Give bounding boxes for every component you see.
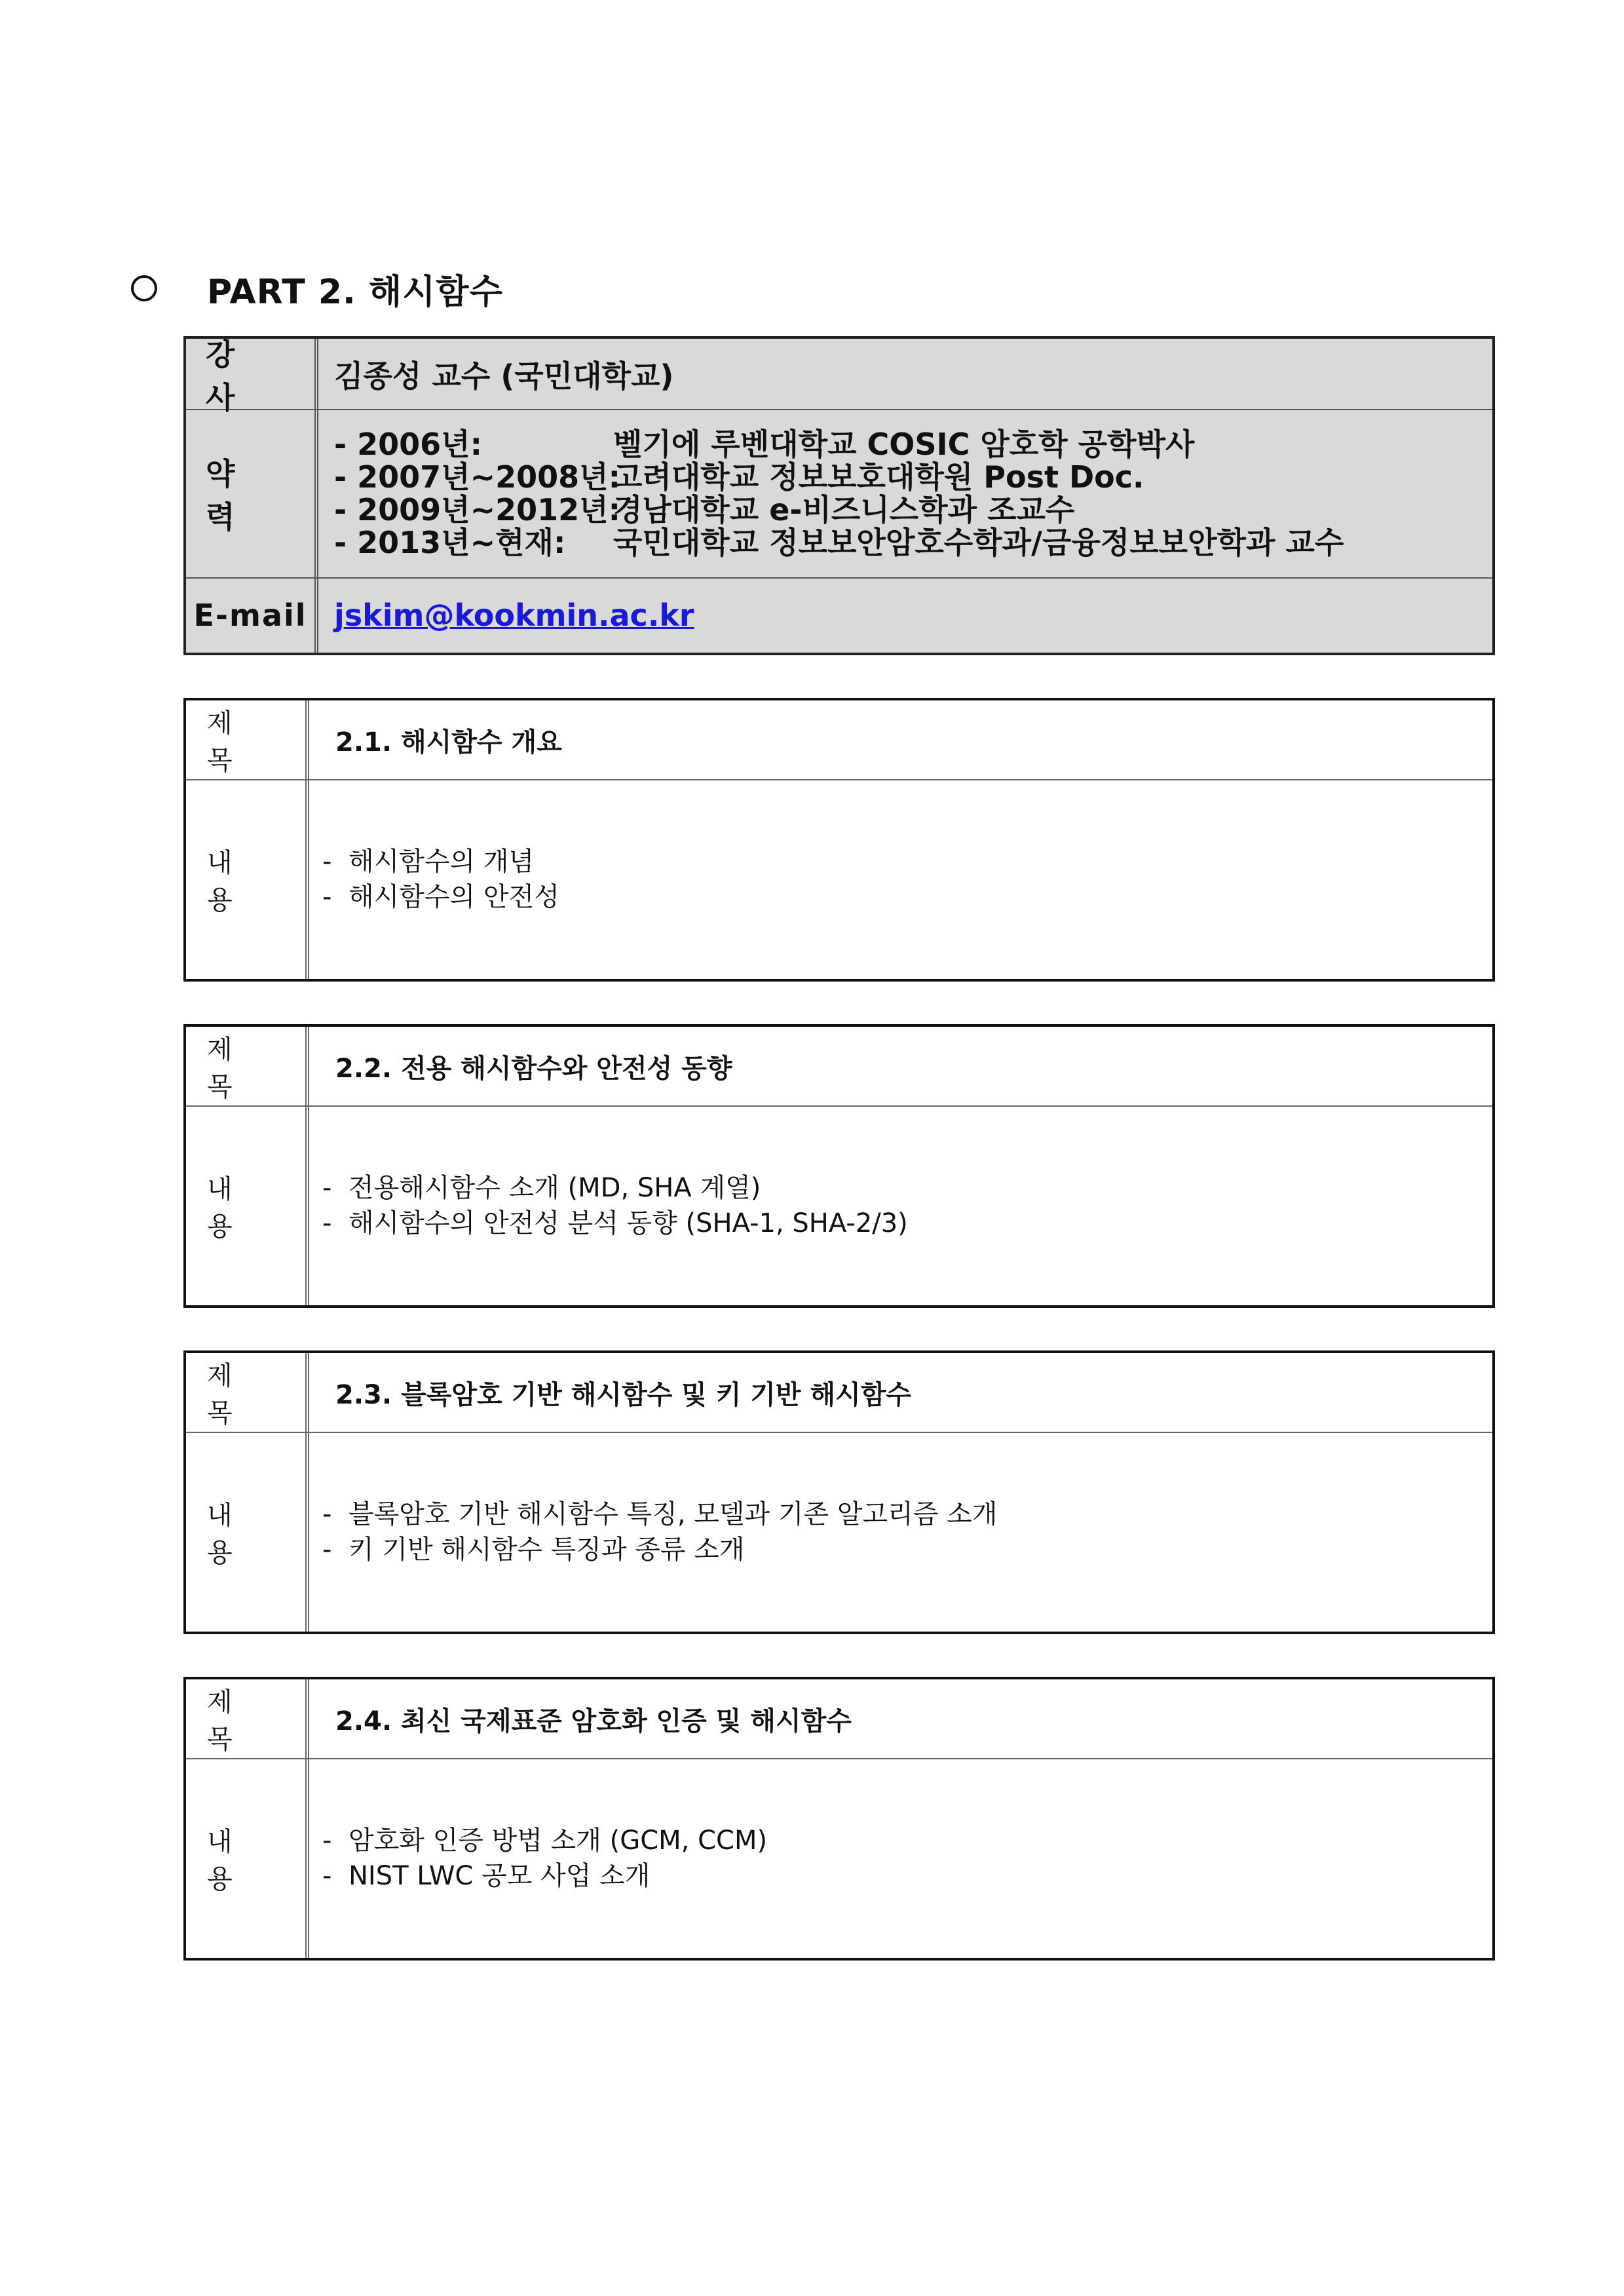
list-item: - 블록암호 기반 해시함수 특징, 모델과 기존 알고리즘 소개 [322,1499,998,1529]
lecture-title: 2.4. 최신 국제표준 암호화 인증 및 해시함수 [335,1706,852,1736]
career-description: 벨기에 루벤대학교 COSIC 암호학 공학박사 [613,426,1195,462]
lecture-title: 2.1. 해시함수 개요 [335,727,562,757]
lecture-title-row [186,1027,1492,1107]
lecture-title: 2.3. 블록암호 기반 해시함수 및 키 기반 해시함수 [335,1379,912,1410]
lecture-title-label: 제 목 [186,1679,309,1758]
career-item [334,461,1492,493]
career-description: 고려대학교 정보보호대학원 Post Doc. [613,459,1144,495]
page-heading [131,262,503,315]
list-item: - 해시함수의 안전성 [322,881,559,912]
instructor-career-row [186,409,1492,579]
lecture-content-row [186,1105,1492,1305]
email-link[interactable]: jskim@kookmin.ac.kr [334,597,694,633]
lecture-content-label: 내 용 [186,1758,309,1958]
instructor-name-row [186,336,1492,415]
circle-bullet-icon [131,275,157,301]
lecture-content-list [309,779,1492,979]
career-period: - 2007년~2008년: [334,459,620,495]
instructor-info-table [183,336,1495,655]
lecture-title-row [186,700,1492,780]
career-list [318,409,1492,577]
lecture-box-4 [183,1677,1495,1961]
lecture-title-row [186,1353,1492,1433]
instructor-name-value: 김종성 교수 (국민대학교) [334,358,674,394]
lecture-title: 2.2. 전용 해시함수와 안전성 동향 [335,1053,732,1084]
lecture-content-label: 내 용 [186,1432,309,1632]
page-title: PART 2. 해시함수 [207,272,503,312]
lecture-content-row [186,1758,1492,1958]
career-period: - 2013년~현재: [334,524,566,560]
career-description: 경남대학교 e-비즈니스학과 조교수 [613,491,1075,527]
lecture-content-list [309,1432,1492,1632]
list-item: - 전용해시함수 소개 (MD, SHA 계열) [322,1172,761,1203]
lecture-box-2 [183,1024,1495,1308]
instructor-email-label: E-mail [186,577,318,653]
lecture-content-list [309,1105,1492,1305]
list-item: - NIST LWC 공모 사업 소개 [322,1860,651,1891]
lecture-content-label: 내 용 [186,1105,309,1305]
lecture-content-row [186,779,1492,979]
career-period: - 2006년: [334,426,482,462]
list-item: - 해시함수의 안전성 분석 동향 (SHA-1, SHA-2/3) [322,1208,908,1238]
list-item: - 해시함수의 개념 [322,846,535,877]
lecture-box-1 [183,698,1495,982]
instructor-email-row [186,577,1492,653]
lecture-title-label: 제 목 [186,1027,309,1105]
lecture-title-label: 제 목 [186,1353,309,1432]
instructor-career-label: 약 력 [186,409,318,577]
lecture-box-3 [183,1350,1495,1634]
career-period: - 2009년~2012년: [334,491,620,527]
list-item: - 키 기반 해시함수 특징과 종류 소개 [322,1534,745,1565]
career-item [334,428,1492,461]
lecture-title-label: 제 목 [186,700,309,779]
lecture-content-label: 내 용 [186,779,309,979]
lecture-title-row [186,1679,1492,1759]
instructor-email-cell [318,577,1492,653]
career-item [334,526,1492,559]
lecture-content-row [186,1432,1492,1632]
instructor-name-label: 강 사 [186,339,318,409]
list-item: - 암호화 인증 방법 소개 (GCM, CCM) [322,1825,768,1856]
career-description: 국민대학교 정보보안암호수학과/금융정보보안학과 교수 [613,524,1344,560]
lecture-content-list [309,1758,1492,1958]
career-item [334,493,1492,526]
